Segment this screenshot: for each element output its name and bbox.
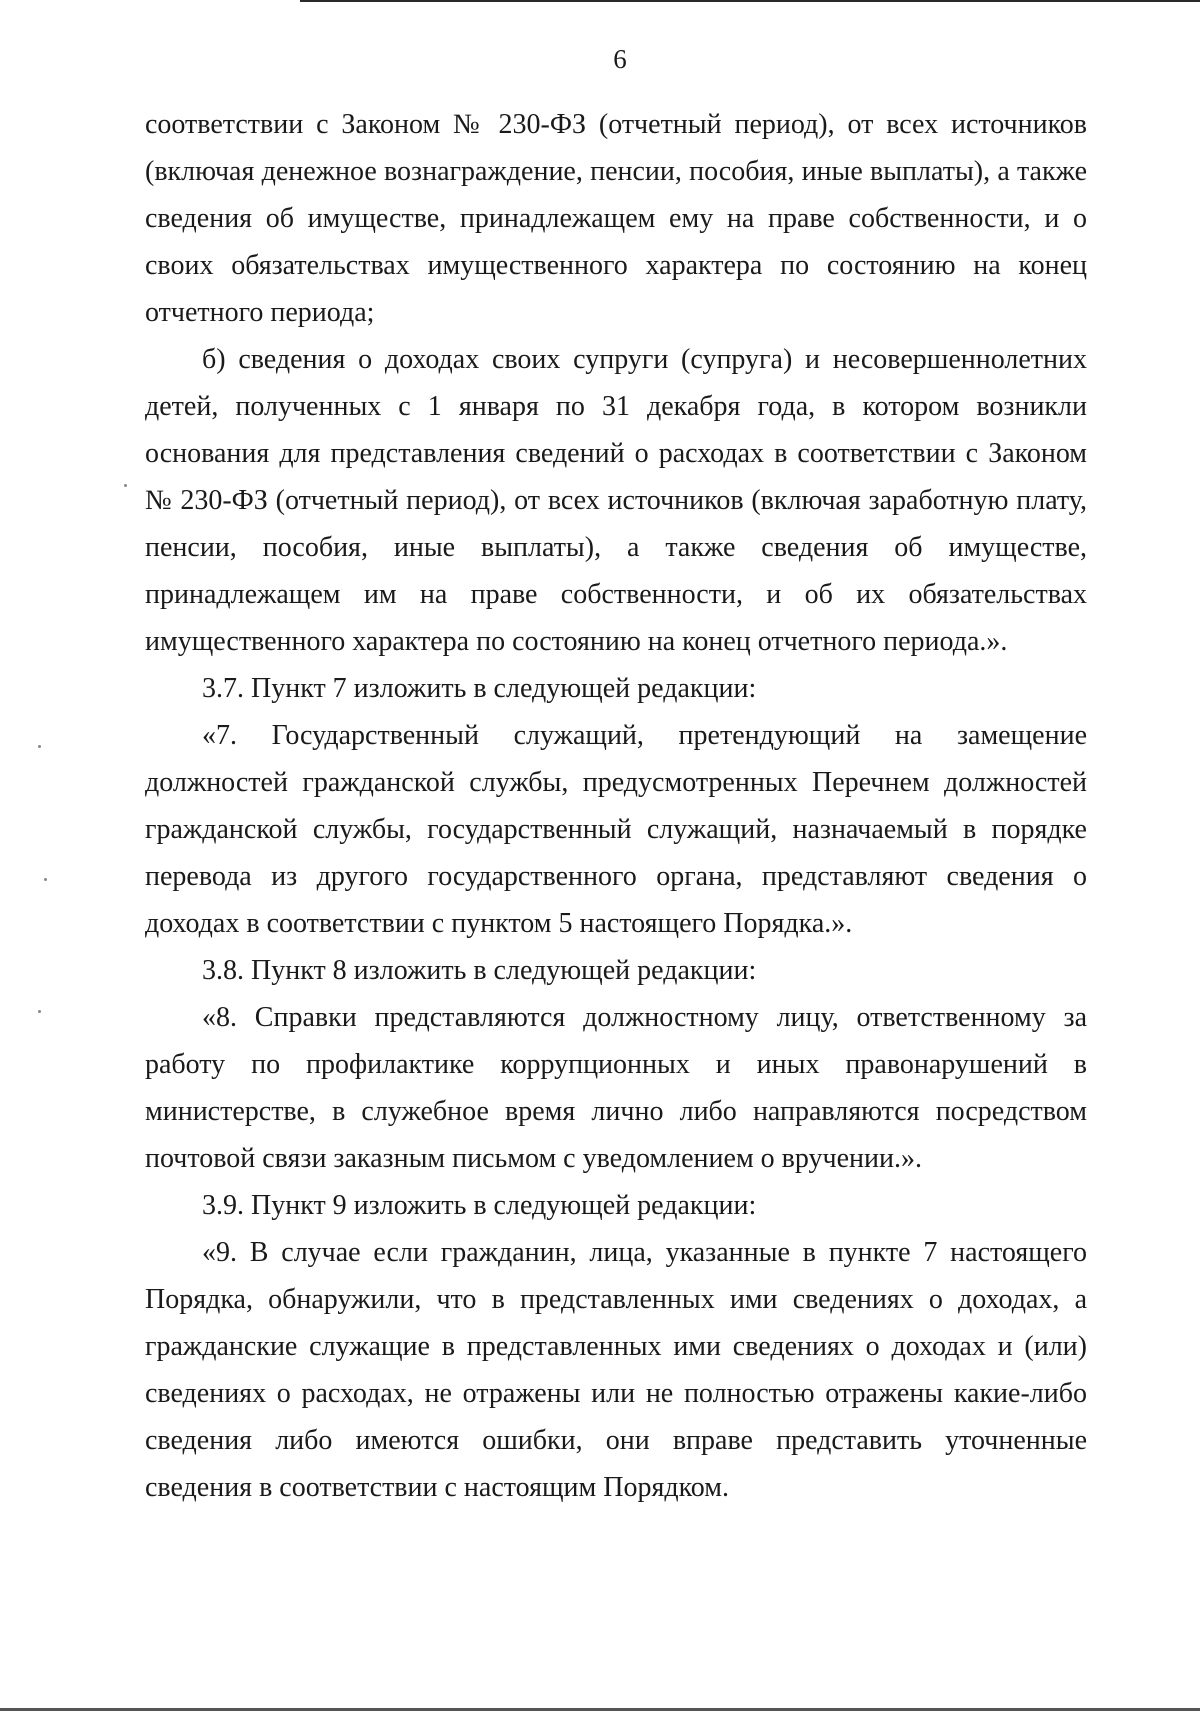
paragraph-item-8: «8. Справки представляются должностному лицу, ответственному за работу по профилактике коррупционных и иных правонарушений в министерстве, в служебное время лично либо направляются посредством почтовой связи заказным письмом с уведомлением о вручении.». [145, 1002, 1087, 1174]
paragraph-continuation: соответствии с Законом № 230-ФЗ (отчетный период), от всех источников (включая денежное вознаграждение, пенсии, пособия, иные выплаты), а также сведения об имуществе, принадлежащем ему на праве собственности, и о своих обязательствах имущественного характера по состоянию на конец отчетного периода; [145, 109, 1087, 328]
paragraph-item-9: «9. В случае если гражданин, лица, указанные в пункте 7 настоящего Порядка, обнаружили, что в представленных ими сведениях о доходах, а гражданские служащие в представленных ими сведениях о доходах и (или) сведениях о расходах, не отражены или не полностью отражены какие-либо сведения либо имеются ошибки, они вправе представить уточненные сведения в соответствии с настоящим Порядком. [145, 1237, 1087, 1503]
paragraph-amendment-3-7: 3.7. Пункт 7 изложить в следующей редакции: [202, 673, 757, 704]
document-body [145, 101, 1087, 1511]
scan-speck [124, 484, 127, 487]
page-number: 6 [613, 44, 627, 74]
scan-speck [38, 1010, 41, 1013]
scan-edge-bottom [0, 1708, 1200, 1711]
paragraph-amendment-3-8: 3.8. Пункт 8 изложить в следующей редакции: [202, 955, 757, 986]
paragraph-amendment-3-9: 3.9. Пункт 9 изложить в следующей редакции: [202, 1190, 757, 1221]
scan-speck [38, 745, 41, 748]
paragraph-item-7: «7. Государственный служащий, претендующий на замещение должностей гражданской службы, предусмотренных Перечнем должностей гражданской службы, государственный служащий, назначаемый в порядке перевода из другого государственного органа, представляют сведения о доходах в соответствии с пунктом 5 настоящего Порядка.». [145, 720, 1087, 939]
paragraph-subitem-b: б) сведения о доходах своих супруги (супруга) и несовершеннолетних детей, полученных с 1 января по 31 декабря года, в котором возникли основания для представления сведений о расходах в соответствии с Законом № 230-ФЗ (отчетный период), от всех источников (включая заработную плату, пенсии, пособия, иные выплаты), а также сведения об имуществе, принадлежащем им на праве собственности, и об их обязательствах имущественного характера по состоянию на конец отчетного периода.». [145, 344, 1087, 657]
scan-edge-top [300, 0, 1200, 2]
scan-speck [44, 878, 47, 881]
